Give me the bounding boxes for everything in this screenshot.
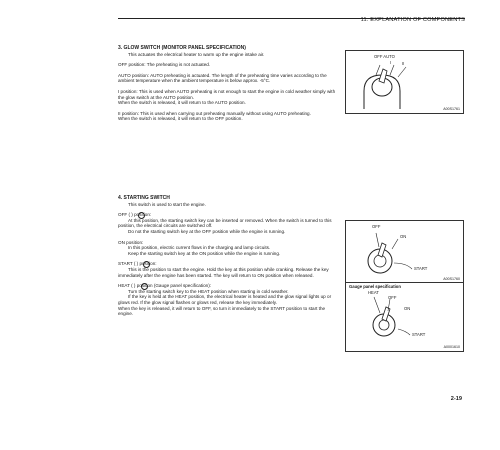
glow-fig-i: I — [390, 60, 392, 65]
glow-fig-off-auto: OFF AUTO — [374, 54, 395, 59]
fig2-start-label: START — [414, 266, 428, 271]
glow-i-position: I position: This is used when AUTO preheating is not enough to start the engine in cold weather simply with the glow switch at the AUTO position. — [118, 88, 336, 100]
on-heading: ON position: — [118, 239, 144, 245]
off-desc-2: Do not the starting switch key at the OFF position while the engine is running. — [128, 228, 286, 234]
glow-fig-ii: II — [402, 61, 405, 66]
glow-off-position: OFF position: The preheating is not actuated. — [118, 62, 211, 68]
starting-intro: This switch is used to start the engine. — [128, 201, 206, 207]
off-heading — [118, 212, 340, 218]
starting-switch-drawing — [346, 221, 463, 283]
on-desc-1: In this position, electric current flows in the charging and lamp circuits. — [128, 245, 271, 251]
fig2-on-label: ON — [400, 234, 407, 239]
off-desc-1: At this position, the starting switch key can be inserted or removed. When the switch is turned to this position, the electrical circuits are switched off. — [118, 217, 332, 229]
off-heading-text: OFF ( ) position: — [118, 212, 152, 218]
heat-desc-1: Turn the starting switch key to the HEAT position when starting in cold weather. — [128, 288, 289, 294]
glow-auto-position: AUTO position: AUTO preheating is actuated. The length of the preheating time varies according to the ambient temperature when the ambient temperature is below approx. -5°C. — [118, 72, 327, 84]
page-header — [118, 17, 465, 23]
glow-switch-title: 3. GLOW SWITCH (MONITOR PANEL SPECIFICATION) — [118, 45, 246, 51]
starting-switch-section — [118, 196, 340, 317]
starting-switch-title: 4. STARTING SWITCH — [118, 195, 170, 201]
glow-ii-release: When the switch is released, it will return to the OFF position. — [118, 116, 243, 122]
fig3-heat-label: HEAT — [368, 290, 379, 295]
heat-heading-text: HEAT ( ) position (Gauge panel specification): — [118, 283, 212, 289]
heat-desc-3: When the key is released, it will return to OFF, so turn it immediately to the START position to start the engine. — [118, 305, 326, 317]
glow-fig-code: A00S1761 — [443, 107, 460, 111]
glow-intro: This actuates the electrical heater to warm up the engine intake air. — [128, 51, 265, 57]
fig3-on-label: ON — [404, 306, 411, 311]
gauge-panel-caption: Gauge panel specification — [349, 284, 401, 289]
fig2-code: A00S1760 — [443, 277, 460, 281]
heat-heading — [118, 283, 340, 289]
fig3-off-label: OFF — [388, 295, 397, 300]
gauge-panel-drawing — [346, 283, 463, 351]
glow-switch-figure — [345, 50, 464, 114]
start-heading-text: START ( ) position: — [118, 261, 157, 267]
heat-desc-2: If the key is held at the HEAT position, the electrical heater is heated and the glow signal lights up or glows red. If the glow signal flashes or glows red, release the key immediately. — [118, 294, 332, 305]
glow-ii-position: II position: This is used when carrying out preheating manually without using AUTO preheating. — [118, 110, 311, 116]
starting-switch-figure — [345, 220, 464, 284]
fig3-code: A0001610 — [443, 345, 460, 349]
gauge-panel-figure — [345, 282, 464, 352]
fig3-start-label: START — [412, 332, 426, 337]
start-heading — [118, 261, 340, 267]
glow-switch-drawing — [346, 51, 463, 113]
on-desc-2: Keep the starting switch key at the ON position while the engine is running. — [128, 250, 281, 256]
glow-i-release: When the switch is released, it will return to the AUTO position. — [118, 100, 246, 106]
section-heading: 11. EXPLANATION OF COMPONENTS — [360, 17, 465, 23]
start-desc: This is the position to start the engine. Hold the key at this position while cranking. Release the key immediately after the engine has been started. The key will return to ON position when released. — [118, 266, 329, 278]
page-number: 2-19 — [450, 396, 462, 402]
fig2-off-label: OFF — [372, 224, 381, 229]
glow-switch-section — [118, 46, 340, 122]
